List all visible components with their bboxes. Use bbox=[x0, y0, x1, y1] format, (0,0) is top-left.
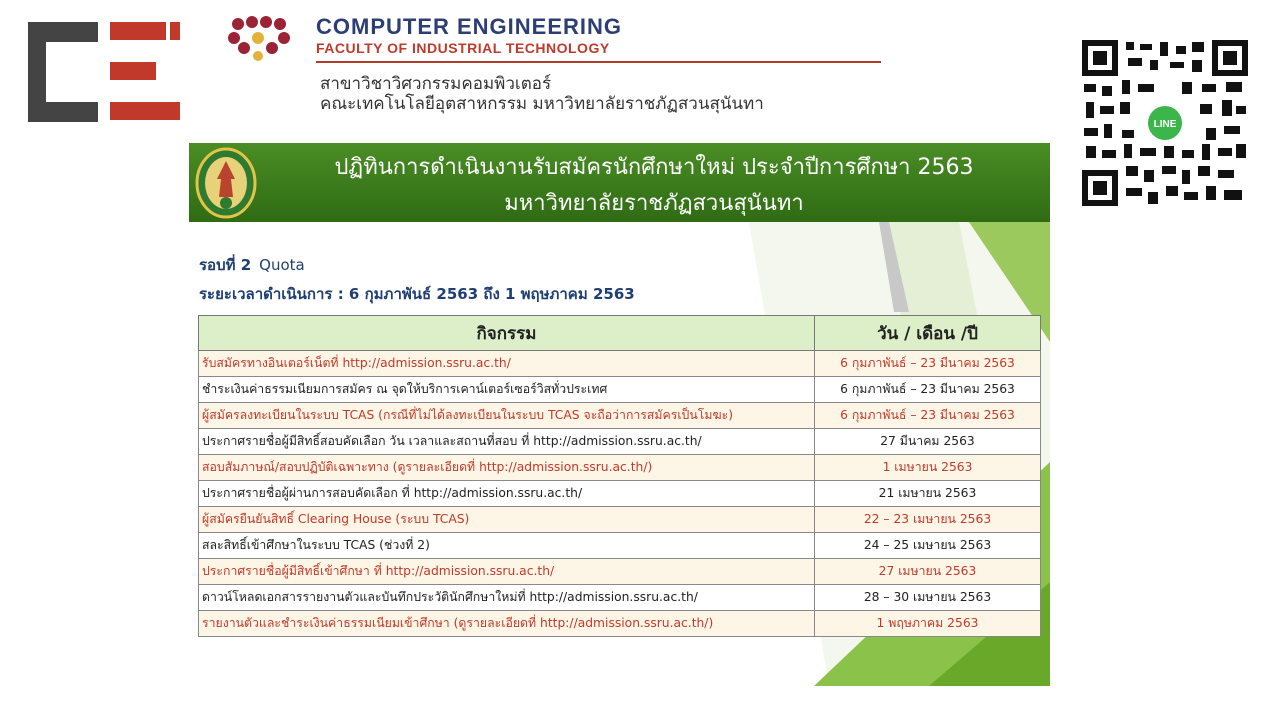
activity-cell: ผู้สมัครยืนยันสิทธิ์ Clearing House (ระบบ TCAS) bbox=[199, 507, 815, 533]
ce-logo bbox=[24, 18, 184, 122]
activity-cell: ผู้สมัครลงทะเบียนในระบบ TCAS (กรณีที่ไม่ได้ลงทะเบียนในระบบ TCAS จะถือว่าการสมัครเป็นโมฆะ) bbox=[199, 403, 815, 429]
ce-logo-bar-middle bbox=[110, 62, 156, 80]
ce-logo-bar-top bbox=[110, 22, 166, 40]
table-row bbox=[199, 455, 1041, 481]
table-row bbox=[199, 559, 1041, 585]
activity-cell: รายงานตัวและชำระเงินค่าธรรมเนียมเข้าศึกษา (ดูรายละเอียดที่ http://admission.ssru.ac.th/) bbox=[199, 611, 815, 637]
line-logo-text: LINE bbox=[1153, 119, 1177, 130]
line-qr-code[interactable] bbox=[1082, 40, 1248, 206]
operation-period: ระยะเวลาดำเนินการ : 6 กุมภาพันธ์ 2563 ถึง 1 พฤษภาคม 2563 bbox=[199, 285, 635, 303]
table-row bbox=[199, 377, 1041, 403]
faculty-emblem-icon bbox=[222, 14, 294, 62]
table-row bbox=[199, 611, 1041, 637]
table-row bbox=[199, 481, 1041, 507]
admission-calendar-slide bbox=[189, 143, 1050, 686]
round-label bbox=[199, 253, 305, 277]
ce-logo-usb-icon bbox=[170, 22, 180, 40]
table-row bbox=[199, 429, 1041, 455]
round-number: รอบที่ 2 bbox=[199, 256, 252, 274]
date-cell: 27 เมษายน 2563 bbox=[815, 559, 1041, 585]
date-cell: 1 พฤษภาคม 2563 bbox=[815, 611, 1041, 637]
activity-cell: ประกาศรายชื่อผู้ผ่านการสอบคัดเลือก ที่ http://admission.ssru.ac.th/ bbox=[199, 481, 815, 507]
column-header-date: วัน / เดือน /ปี bbox=[815, 316, 1041, 351]
table-row bbox=[199, 533, 1041, 559]
slide-subtitle: มหาวิทยาลัยราชภัฏสวนสุนันทา bbox=[504, 191, 804, 216]
date-cell: 27 มีนาคม 2563 bbox=[815, 429, 1041, 455]
date-cell: 24 – 25 เมษายน 2563 bbox=[815, 533, 1041, 559]
table-row bbox=[199, 585, 1041, 611]
ce-logo-c-shape bbox=[28, 22, 98, 122]
table-row bbox=[199, 507, 1041, 533]
date-cell: 6 กุมภาพันธ์ – 23 มีนาคม 2563 bbox=[815, 377, 1041, 403]
date-cell: 6 กุมภาพันธ์ – 23 มีนาคม 2563 bbox=[815, 403, 1041, 429]
activity-cell: สละสิทธิ์เข้าศึกษาในระบบ TCAS (ช่วงที่ 2) bbox=[199, 533, 815, 559]
department-name-thai: สาขาวิชาวิศวกรรมคอมพิวเตอร์ bbox=[320, 74, 552, 94]
activity-cell: รับสมัครทางอินเตอร์เน็ตที่ http://admission.ssru.ac.th/ bbox=[199, 351, 815, 377]
date-cell: 1 เมษายน 2563 bbox=[815, 455, 1041, 481]
activity-cell: สอบสัมภาษณ์/สอบปฏิบัติเฉพาะทาง (ดูรายละเอียดที่ http://admission.ssru.ac.th/) bbox=[199, 455, 815, 481]
date-cell: 22 – 23 เมษายน 2563 bbox=[815, 507, 1041, 533]
faculty-title: COMPUTER ENGINEERING bbox=[316, 14, 623, 39]
table-row bbox=[199, 403, 1041, 429]
date-cell: 28 – 30 เมษายน 2563 bbox=[815, 585, 1041, 611]
header-divider bbox=[316, 61, 881, 63]
faculty-name-thai: คณะเทคโนโลยีอุตสาหกรรม มหาวิทยาลัยราชภัฏสวนสุนันทา bbox=[320, 94, 764, 114]
activity-cell: ดาวน์โหลดเอกสารรายงานตัวและบันทึกประวัตินักศึกษาใหม่ที่ http://admission.ssru.ac.th/ bbox=[199, 585, 815, 611]
faculty-subtitle: FACULTY OF INDUSTRIAL TECHNOLOGY bbox=[316, 40, 610, 56]
date-cell: 21 เมษายน 2563 bbox=[815, 481, 1041, 507]
schedule-table bbox=[198, 315, 1041, 637]
table-row bbox=[199, 351, 1041, 377]
round-name: Quota bbox=[259, 256, 305, 274]
university-seal-icon bbox=[195, 147, 257, 219]
activity-cell: ชำระเงินค่าธรรมเนียมการสมัคร ณ จุดให้บริการเคาน์เตอร์เซอร์วิสทั่วประเทศ bbox=[199, 377, 815, 403]
slide-title: ปฏิทินการดำเนินงานรับสมัครนักศึกษาใหม่ ประจำปีการศึกษา 2563 bbox=[334, 155, 974, 180]
activity-cell: ประกาศรายชื่อผู้มีสิทธิ์เข้าศึกษา ที่ http://admission.ssru.ac.th/ bbox=[199, 559, 815, 585]
date-cell: 6 กุมภาพันธ์ – 23 มีนาคม 2563 bbox=[815, 351, 1041, 377]
activity-cell: ประกาศรายชื่อผู้มีสิทธิ์สอบคัดเลือก วัน เวลาและสถานที่สอบ ที่ http://admission.ssru.ac.th/ bbox=[199, 429, 815, 455]
table-header-row bbox=[199, 316, 1041, 351]
column-header-activity: กิจกรรม bbox=[199, 316, 815, 351]
slide-header bbox=[189, 143, 1050, 222]
ce-logo-bar-bottom bbox=[110, 102, 180, 120]
